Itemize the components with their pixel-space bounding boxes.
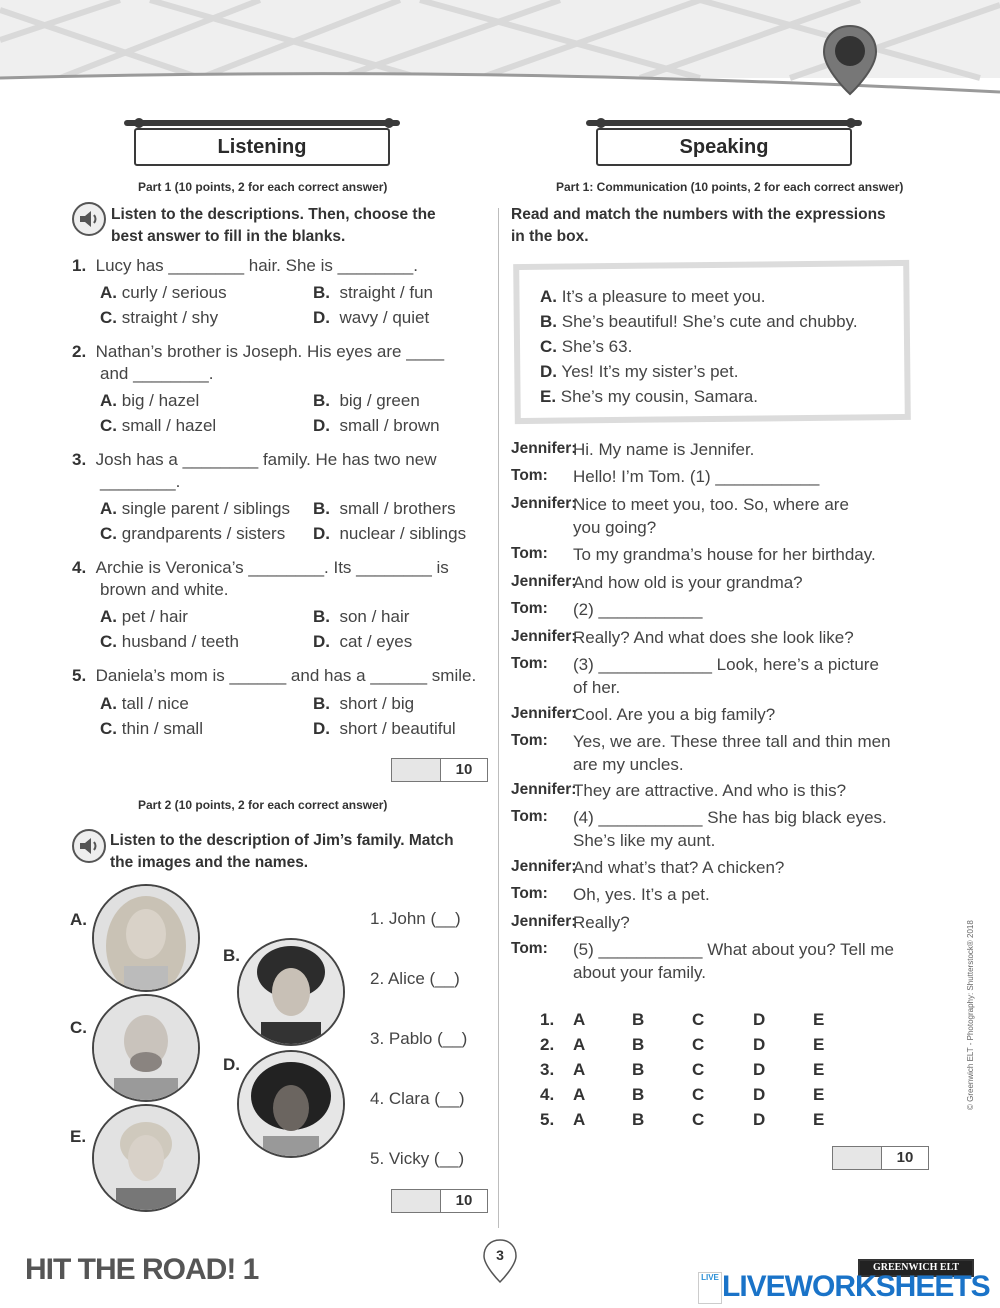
dialogue-line: Hello! I’m Tom. (1) ___________ [573, 467, 820, 486]
dialogue-speaker: Tom: [511, 600, 548, 617]
q4-option-d[interactable]: D. cat / eyes [313, 632, 413, 651]
dialogue-line-blank-2[interactable]: (2) ___________ [573, 600, 703, 619]
answer-option[interactable]: C [692, 1060, 705, 1079]
dialogue-line: And what’s that? A chicken? [573, 858, 785, 877]
question-5: 5. Daniela’s mom is ______ and has a ______ smile. [72, 666, 477, 685]
q5-option-b[interactable]: B. short / big [313, 694, 415, 713]
portrait-e-woman-short-blonde-hair [92, 1104, 200, 1212]
dialogue-line: Really? And what does she look like? [573, 628, 854, 647]
question-2: 2. Nathan’s brother is Joseph. His eyes are ____ and ________. [72, 342, 445, 383]
answer-option[interactable]: D [753, 1085, 766, 1104]
answer-option[interactable]: E [813, 1085, 825, 1104]
dialogue-speaker: Jennifer: [511, 495, 577, 512]
dialogue-speaker: Jennifer: [511, 440, 577, 457]
q2-option-b[interactable]: B. big / green [313, 391, 420, 410]
dialogue-speaker: Tom: [511, 732, 548, 749]
answer-option[interactable]: E [813, 1010, 825, 1029]
dialogue-line: They are attractive. And who is this? [573, 781, 847, 800]
listening-part1-score-box [391, 758, 488, 782]
dialogue-line-blank-5[interactable]: (5) ___________ What about you? Tell me about your family. [573, 940, 895, 982]
dialogue-speaker: Jennifer: [511, 573, 577, 590]
expression-a: A. It’s a pleasure to meet you. [540, 287, 766, 306]
match-name-2[interactable]: 2. Alice (__) [370, 969, 460, 988]
live-logo-square: LIVE [698, 1272, 722, 1304]
q1-option-a[interactable]: A. curly / serious [100, 283, 227, 302]
map-pin-icon [822, 24, 878, 98]
speaking-part1-score-box [832, 1146, 929, 1170]
q1-option-c[interactable]: C. straight / shy [100, 308, 219, 327]
expression-c: C. She’s 63. [540, 337, 633, 356]
listening-title-rail [124, 120, 400, 126]
audio-speaker-icon[interactable] [72, 202, 106, 236]
answer-option[interactable]: B [632, 1010, 645, 1029]
expression-e: E. She’s my cousin, Samara. [540, 387, 758, 406]
match-name-4[interactable]: 4. Clara (__) [370, 1089, 465, 1108]
question-4: 4. Archie is Veronica’s ________. Its ________ is brown and white. [72, 558, 449, 599]
dialogue-line: And how old is your grandma? [573, 573, 803, 592]
dialogue-speaker: Jennifer: [511, 913, 577, 930]
image-letter-a: A. [70, 910, 87, 929]
dialogue-speaker: Jennifer: [511, 781, 577, 798]
q4-option-a[interactable]: A. pet / hair [100, 607, 188, 626]
portrait-a-woman-long-hair [92, 884, 200, 992]
question-3: 3. Josh has a ________ family. He has two new ________. [72, 450, 437, 491]
image-letter-b: B. [223, 946, 240, 965]
q3-option-d[interactable]: D. nuclear / siblings [313, 524, 467, 543]
answer-option[interactable]: A [573, 1010, 586, 1029]
q3-option-a[interactable]: A. single parent / siblings [100, 499, 290, 518]
page-number: 3 [496, 1247, 504, 1263]
answer-option[interactable]: B [632, 1060, 645, 1079]
expression-b: B. She’s beautiful! She’s cute and chubby. [540, 312, 858, 331]
portrait-b-man-curly-hair [237, 938, 345, 1046]
dialogue-speaker: Jennifer: [511, 705, 577, 722]
q1-option-d[interactable]: D. wavy / quiet [313, 308, 430, 327]
dialogue-speaker: Tom: [511, 940, 548, 957]
answer-option[interactable]: D [753, 1060, 766, 1079]
speaking-part1-header: Part 1: Communication (10 points, 2 for each correct answer) [556, 180, 904, 194]
q3-option-c[interactable]: C. grandparents / sisters [100, 524, 286, 543]
dialogue-line: To my grandma’s house for her birthday. [573, 545, 876, 564]
dialogue-line: Cool. Are you a big family? [573, 705, 776, 724]
portrait-d-woman-afro-hair [237, 1050, 345, 1158]
brand-name: LIVEWORKSHEETS [722, 1270, 990, 1303]
score-value: 10 [440, 1190, 487, 1212]
publisher-badge: GREENWICH ELT [858, 1259, 974, 1277]
answer-option[interactable]: E [813, 1060, 825, 1079]
copyright-note: © Greenwich ELT - Photography: Shutterstock® 2018 [966, 920, 975, 1110]
dialogue-line: Hi. My name is Jennifer. [573, 440, 755, 459]
dialogue-speaker: Jennifer: [511, 628, 577, 645]
expressions-list [540, 284, 858, 409]
match-name-1[interactable]: 1. John (__) [370, 909, 461, 928]
listening-part2-instruction: Listen to the description of Jim’s family. Match the images and the names. [110, 832, 454, 871]
q5-option-d[interactable]: D. short / beautiful [313, 719, 456, 738]
column-divider [498, 208, 499, 1228]
q3-option-b[interactable]: B. small / brothers [313, 499, 456, 518]
dialogue-line: Nice to meet you, too. So, where are you going? [573, 495, 849, 537]
audio-speaker-icon[interactable] [72, 829, 106, 863]
image-letter-e: E. [70, 1127, 87, 1146]
rail-knob [134, 118, 144, 128]
q5-option-c[interactable]: C. thin / small [100, 719, 203, 738]
dialogue-speaker: Tom: [511, 467, 548, 484]
q4-option-b[interactable]: B. son / hair [313, 607, 410, 626]
listening-part2-score-box [391, 1189, 488, 1213]
dialogue-speaker: Tom: [511, 808, 548, 825]
dialogue-line-blank-3[interactable]: (3) ____________ Look, here’s a picture of her. [573, 655, 879, 697]
answer-option[interactable]: B [632, 1035, 645, 1054]
listening-part1-instruction: Listen to the descriptions. Then, choose the best answer to fill in the blanks. [111, 206, 436, 245]
dialogue-speaker: Tom: [511, 545, 548, 562]
score-value: 10 [440, 759, 487, 781]
dialogue-line: Really? [573, 913, 630, 932]
answer-option[interactable]: C [692, 1110, 705, 1129]
book-title: HIT THE ROAD! 1 [25, 1253, 259, 1286]
answer-option[interactable]: D [753, 1035, 766, 1054]
speaking-title-rail [586, 120, 862, 126]
score-value: 10 [881, 1147, 928, 1169]
answer-option[interactable]: B [632, 1110, 645, 1129]
answer-option[interactable]: E [813, 1110, 825, 1129]
answer-option[interactable]: C [692, 1035, 705, 1054]
answer-option[interactable]: B [632, 1085, 645, 1104]
image-letter-d: D. [223, 1055, 240, 1074]
portrait-c-bald-bearded-man [92, 994, 200, 1102]
dialogue-line-blank-4[interactable]: (4) ___________ She has big black eyes. She’s like my aunt. [573, 808, 887, 850]
rail-knob [846, 118, 856, 128]
listening-title: Listening [134, 128, 390, 166]
listening-part2-header: Part 2 (10 points, 2 for each correct answer) [138, 798, 388, 812]
answer-option[interactable]: E [813, 1035, 825, 1054]
q2-option-c[interactable]: C. small / hazel [100, 416, 217, 435]
speaking-part1-instruction: Read and match the numbers with the expressions in the box. [511, 206, 886, 245]
rail-knob [384, 118, 394, 128]
dialogue-line: Oh, yes. It’s a pet. [573, 885, 710, 904]
answer-option[interactable]: D [753, 1010, 766, 1029]
dialogue-speaker: Jennifer: [511, 858, 577, 875]
dialogue-speaker: Tom: [511, 655, 548, 672]
answer-option[interactable]: A [573, 1110, 586, 1129]
match-name-5[interactable]: 5. Vicky (__) [370, 1149, 465, 1168]
answer-option[interactable]: A [573, 1085, 586, 1104]
answer-option[interactable]: D [753, 1110, 766, 1129]
answer-option[interactable]: C [692, 1085, 705, 1104]
answer-option[interactable]: A [573, 1035, 586, 1054]
dialogue-line: Yes, we are. These three tall and thin men are my uncles. [573, 732, 891, 774]
match-name-3[interactable]: 3. Pablo (__) [370, 1029, 468, 1048]
rail-knob [596, 118, 606, 128]
q1-option-b[interactable]: B. straight / fun [313, 283, 434, 302]
listening-part1-header: Part 1 (10 points, 2 for each correct answer) [138, 180, 388, 194]
speaking-title: Speaking [596, 128, 852, 166]
answer-option[interactable]: A [573, 1060, 586, 1079]
answer-option[interactable]: C [692, 1010, 705, 1029]
image-letter-c: C. [70, 1018, 87, 1037]
q2-option-d[interactable]: D. small / brown [313, 416, 440, 435]
q5-option-a[interactable]: A. tall / nice [100, 694, 189, 713]
expression-d: D. Yes! It’s my sister’s pet. [540, 362, 739, 381]
dialogue-speaker: Tom: [511, 885, 548, 902]
q2-option-a[interactable]: A. big / hazel [100, 391, 200, 410]
question-1: 1. Lucy has ________ hair. She is ________. [72, 256, 418, 275]
q4-option-c[interactable]: C. husband / teeth [100, 632, 239, 651]
